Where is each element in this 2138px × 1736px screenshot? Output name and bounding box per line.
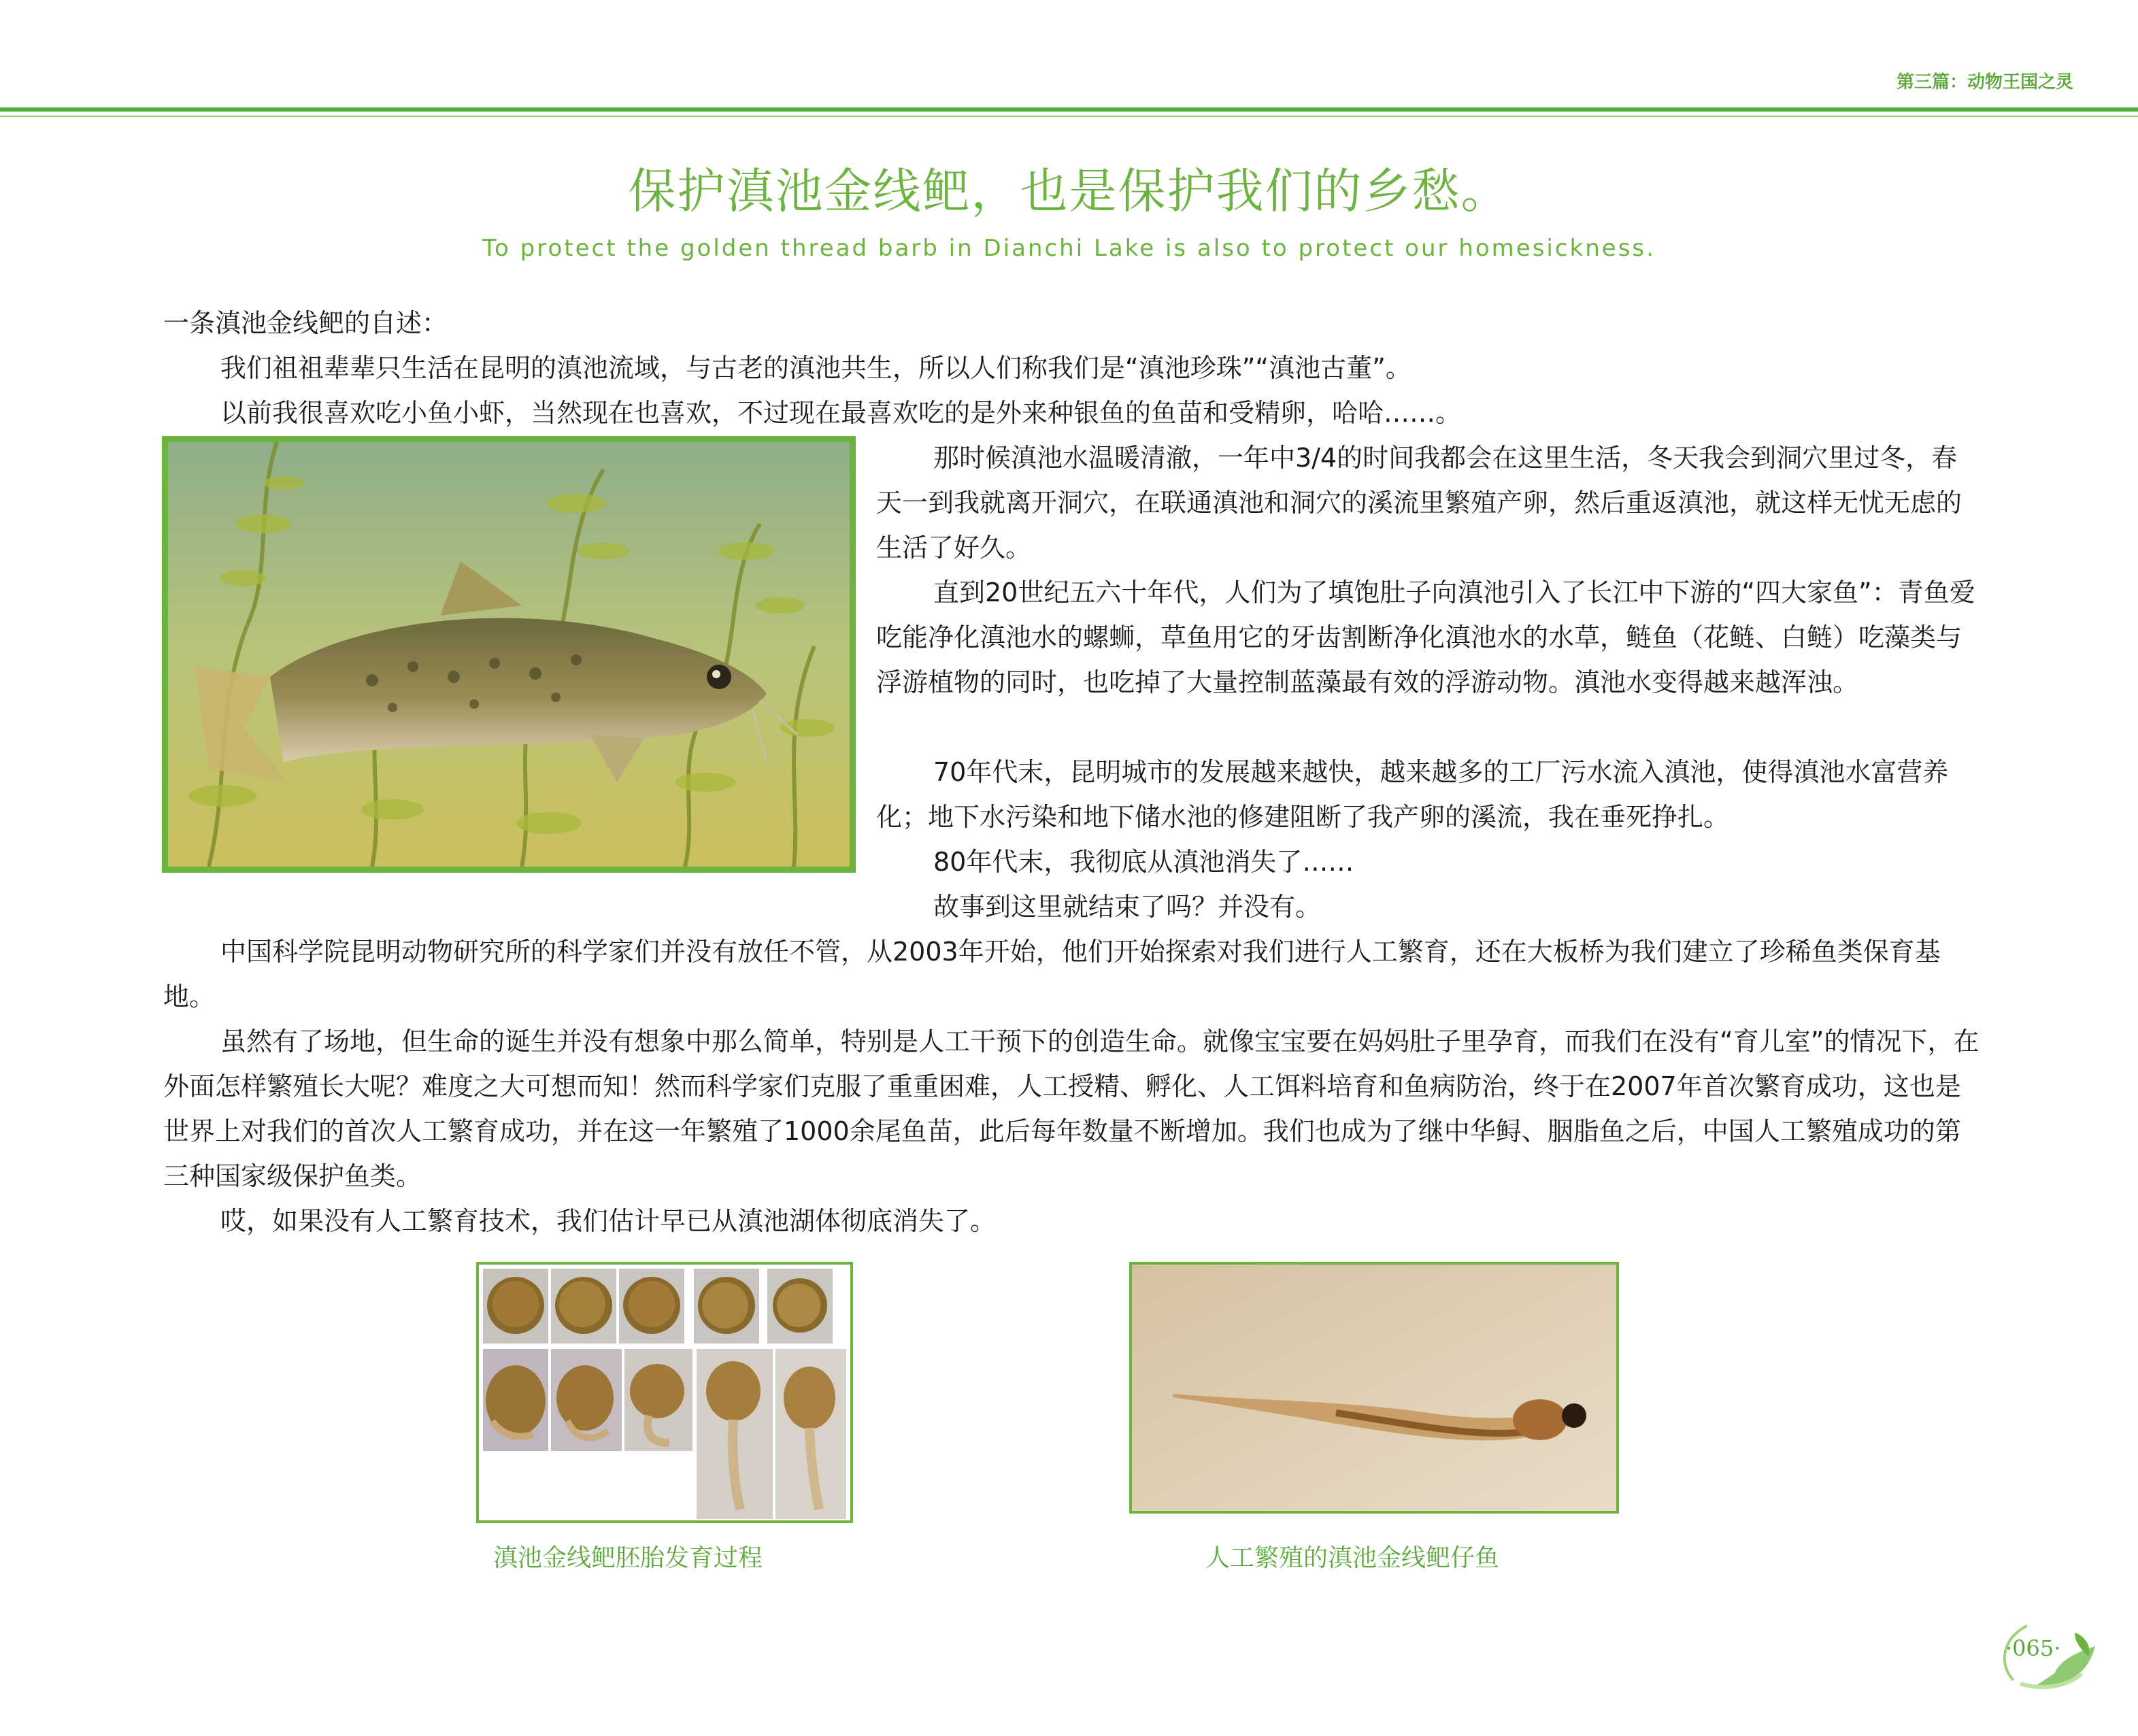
paragraph-4: 直到20世纪五六十年代，人们为了填饱肚子向滇池引入了长江中下游的“四大家鱼”：青鱼爱吃能净化滇池水的螺蛳，草鱼用它的牙齿割断净化滇池水的水草，鲢鱼（花鲢、白鲢）吃藻类与浮游植物的同时，也吃掉了大量控制蓝藻最有效的浮游动物。滇池水变得越来越浑浊。 xyxy=(876,578,1975,697)
paragraph-10: 哎，如果没有人工繁育技术，我们估计早已从滇池湖体彻底消失了。 xyxy=(220,1206,997,1236)
caption-larva: 人工繁殖的滇池金线鲃仔鱼 xyxy=(1205,1544,1500,1572)
paragraph-1: 我们祖祖辈辈只生活在昆明的滇池流域，与古老的滇池共生，所以人们称我们是“滇池珍珠”“滇池古董”。 xyxy=(220,353,1412,383)
fish-photo xyxy=(162,436,856,873)
paragraph-2: 以前我很喜欢吃小鱼小虾，当然现在也喜欢，不过现在最喜欢吃的是外来种银鱼的鱼苗和受精卵，哈哈……。 xyxy=(220,398,1462,428)
paragraph-8: 中国科学院昆明动物研究所的科学家们并没有放任不管，从2003年开始，他们开始探索对我们进行人工繁育，还在大板桥为我们建立了珍稀鱼类保育基地。 xyxy=(163,937,1941,1012)
paragraph-7: 故事到这里就结束了吗？并没有。 xyxy=(933,892,1322,922)
header-rule xyxy=(0,107,2138,112)
header-rule-thin xyxy=(0,116,2138,117)
embryo-development-photo xyxy=(476,1262,853,1523)
paragraph-6: 80年代末，我彻底从滇池消失了…… xyxy=(933,847,1354,877)
page-title: 保护滇池金线鲃，也是保护我们的乡愁。 xyxy=(628,163,1510,219)
paragraph-3: 那时候滇池水温暖清澈，一年中3/4的时间我都会在这里生活，冬天我会到洞穴里过冬，春天一到我就离开洞穴，在联通滇池和洞穴的溪流里繁殖产卵，然后重返滇池，就这样无忧无虑的生活了好久。 xyxy=(876,443,1962,563)
page-subtitle-english: To protect the golden thread barb in Dianchi Lake is also to protect our homesickness. xyxy=(482,235,1656,262)
caption-embryo: 滇池金线鲃胚胎发育过程 xyxy=(493,1544,763,1572)
paragraph-5: 70年代末，昆明城市的发展越来越快，越来越多的工厂污水流入滇池，使得滇池水富营养化；地下水污染和地下储水池的修建阻断了我产卵的溪流，我在垂死挣扎。 xyxy=(876,757,1949,832)
page-number-badge xyxy=(1993,1619,2102,1694)
larva-photo xyxy=(1129,1262,1619,1514)
intro-label: 一条滇池金线鲃的自述： xyxy=(163,308,448,338)
section-label: 第三篇：动物王国之灵 xyxy=(1896,72,2073,93)
page-number: ·065· xyxy=(2005,1635,2061,1661)
paragraph-9: 虽然有了场地，但生命的诞生并没有想象中那么简单，特别是人工干预下的创造生命。就像宝宝要在妈妈肚子里孕育，而我们在没有“育儿室”的情况下，在外面怎样繁殖长大呢？难度之大可想而知！然而科学家们克服了重重困难，人工授精、孵化、人工饵料培育和鱼病防治，终于在2007年首次繁育成功，这也是世界上对我们的首次人工繁育成功，并在这一年繁殖了1000余尾鱼苗，此后每年数量不断增加。我们也成为了继中华鲟、胭脂鱼之后，中国人工繁殖成功的第三种国家级保护鱼类。 xyxy=(163,1026,1980,1191)
